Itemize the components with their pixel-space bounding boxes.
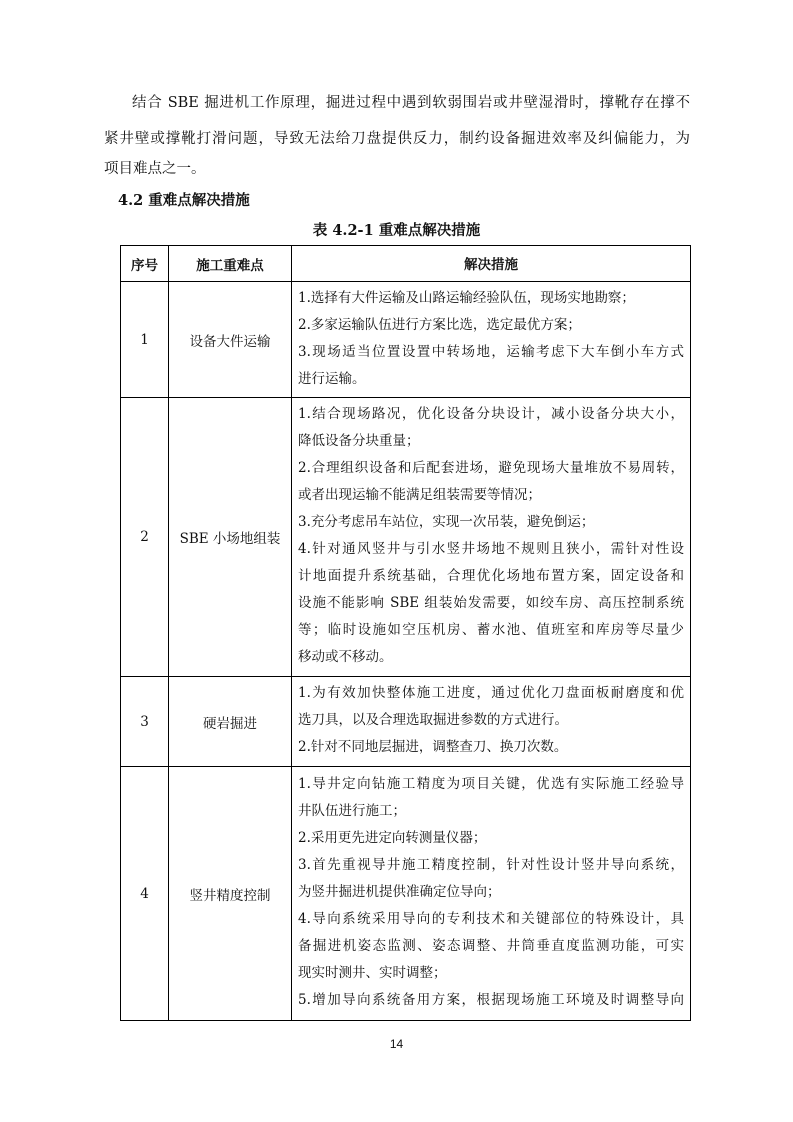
- measure-line: 2.合理组织设备和后配套进场，避免现场大量堆放不易周转，: [298, 460, 684, 476]
- measure-line: 现实时测井、实时调整；: [298, 965, 447, 981]
- measure-line: 井队伍进行施工；: [298, 803, 406, 819]
- table-row: [121, 767, 691, 1021]
- row-no: 1: [121, 282, 169, 398]
- row-difficulty: SBE 小场地组装: [169, 398, 292, 677]
- header-no: 序号: [121, 246, 169, 282]
- table-caption: 表 4.2-1 重难点解决措施: [312, 222, 481, 239]
- row-no: 4: [121, 767, 169, 1021]
- measure-line: 1.导井定向钻施工精度为项目关键，优选有实际施工经验导: [298, 776, 684, 792]
- measure-line: 4.针对通风竖井与引水竖井场地不规则且狭小，需针对性设: [298, 541, 684, 557]
- paragraph-line: 紧井壁或撑靴打滑问题，导致无法给刀盘提供反力，制约设备掘进效率及纠偏能力，为: [104, 131, 690, 147]
- measure-line: 3.现场适当位置设置中转场地，运输考虑下大车倒小车方式: [298, 343, 684, 360]
- measure-line: 5.增加导向系统备用方案，根据现场施工环境及时调整导向: [298, 992, 684, 1008]
- row-measures: [292, 398, 691, 677]
- paragraph-line: 项目难点之一。: [104, 161, 206, 177]
- row-difficulty: 竖井精度控制: [169, 767, 292, 1021]
- row-measures: [292, 677, 691, 767]
- measure-line: 1.为有效加快整体施工进度，通过优化刀盘面板耐磨度和优: [298, 685, 684, 701]
- table-header-row: [121, 246, 691, 282]
- measure-line: 计地面提升系统基础，合理优化场地布置方案，固定设备和: [298, 568, 684, 584]
- measure-line: 2.多家运输队伍进行方案比选，选定最优方案；: [298, 316, 581, 333]
- measure-line: 选刀具，以及合理选取掘进参数的方式进行。: [298, 712, 568, 728]
- table-row: [121, 282, 691, 398]
- measure-line: 3.充分考虑吊车站位，实现一次吊装，避免倒运；: [298, 514, 595, 530]
- measure-line: 等；临时设施如空压机房、蓄水池、值班室和库房等尽量少: [298, 622, 684, 638]
- measure-line: 备掘进机姿态监测、姿态调整、井筒垂直度监测功能，可实: [298, 938, 684, 954]
- row-no: 2: [121, 398, 169, 677]
- measure-line: 1.结合现场路况，优化设备分块设计，减小设备分块大小，: [298, 406, 684, 422]
- measure-line: 4.导向系统采用导向的专利技术和关键部位的特殊设计，具: [298, 911, 684, 927]
- measure-line: 进行运输。: [298, 370, 366, 387]
- measure-line: 1.选择有大件运输及山路运输经验队伍，现场实地勘察；: [298, 289, 635, 306]
- row-difficulty: 硬岩掘进: [169, 677, 292, 767]
- table-row: [121, 398, 691, 677]
- measure-line: 设施不能影响 SBE 组装始发需要，如绞车房、高压控制系统: [298, 595, 684, 611]
- row-measures: [292, 282, 691, 398]
- row-no: 3: [121, 677, 169, 767]
- measure-line: 2.采用更先进定向转测量仪器；: [298, 830, 487, 846]
- row-difficulty: 设备大件运输: [169, 282, 292, 398]
- measure-line: 为竖井掘进机提供准确定位导向；: [298, 884, 501, 900]
- header-difficulty: 施工重难点: [169, 246, 292, 282]
- section-heading: 4.2 重难点解决措施: [118, 192, 250, 209]
- measure-line: 3.首先重视导井施工精度控制，针对性设计竖井导向系统，: [298, 857, 684, 873]
- page-number: 14: [389, 1037, 404, 1051]
- row-measures: [292, 767, 691, 1021]
- measure-line: 2.针对不同地层掘进，调整查刀、换刀次数。: [298, 739, 568, 755]
- measure-line: 或者出现运输不能满足组装需要等情况；: [298, 487, 541, 503]
- table-row: [121, 677, 691, 767]
- header-measures: 解决措施: [292, 246, 691, 282]
- measure-line: 降低设备分块重量；: [298, 433, 420, 449]
- measures-table: [120, 245, 691, 1021]
- measure-line: 移动或不移动。: [298, 649, 393, 665]
- paragraph-line: 结合 SBE 掘进机工作原理，掘进过程中遇到软弱围岩或井壁湿滑时，撑靴存在撑不: [132, 95, 690, 111]
